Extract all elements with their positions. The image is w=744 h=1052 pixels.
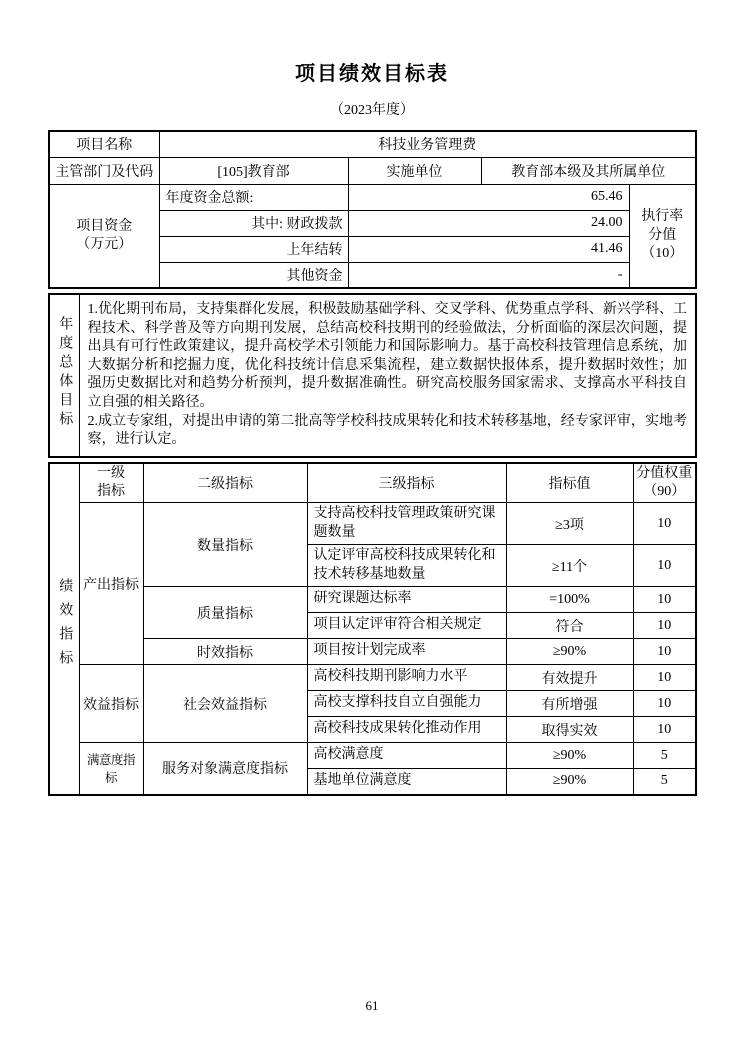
indicator-value: ≥90% [506,743,633,769]
indicator-value: 取得实效 [506,717,633,743]
project-funds-label: 项目资金 （万元） [49,184,159,288]
indicator-name: 项目按计划完成率 [307,639,506,665]
goal-item-1: 1.优化期刊布局，支持集群化发展，积极鼓励基础学科、交叉学科、优势重点学科、新兴学科、工程技术、科学普及等方向期刊发展，总结高校科技期刊的经验做法，分析面临的深层次问题，提出具有可行性政策建议，提升高校学术引领能力和国际影响力。基于高校科技管理信息系统，加大数据分析和挖掘力度，优化科技统计信息采集流程，建立数据快报体系，提升数据时效性；加强历史数据比对和趋势分析预判，提升数据准确性。研究高校服务国家需求、支撑高水平科技自立自强的相关路径。 [87,302,687,410]
execution-rate-score-label: 执行率 分值 （10） [629,184,696,288]
fund-row-label: 上年结转 [159,236,348,262]
indicator-weight: 5 [633,743,696,769]
performance-side-label-text: 绩效指标 [57,578,73,675]
indicator-value: 有效提升 [506,665,633,691]
fund-row-value: - [348,262,629,288]
page-subtitle: （2023年度） [330,103,414,118]
indicator-name: 项目认定评审符合相关规定 [307,613,506,639]
impl-unit-value: 教育部本级及其所属单位 [481,157,696,184]
indicator-weight: 5 [633,769,696,795]
impl-unit-label: 实施单位 [348,157,481,184]
indicator-name: 高校科技成果转化推动作用 [307,717,506,743]
level1-benefit: 效益指标 [79,665,143,743]
indicator-name: 研究课题达标率 [307,587,506,613]
indicator-value: =100% [506,587,633,613]
annual-goal-content [79,294,696,457]
annual-goal-table [48,293,697,458]
fund-row-label: 年度资金总额: [159,184,348,210]
level2-social-benefit: 社会效益指标 [143,665,307,743]
level2-timeliness: 时效指标 [143,639,307,665]
indicator-weight: 10 [633,503,696,545]
project-name-label: 项目名称 [49,131,159,157]
indicator-value: ≥11个 [506,545,633,587]
header-indicator-value: 指标值 [506,463,633,503]
indicator-name: 高校支撑科技自立自强能力 [307,691,506,717]
header-level1: 一级 指标 [79,463,143,503]
indicator-value: 符合 [506,613,633,639]
annual-goal-side-label [49,294,79,457]
annual-goal-side-label-text: 年度总体目标 [57,315,73,430]
indicator-weight: 10 [633,639,696,665]
dept-label: 主管部门及代码 [49,157,159,184]
indicator-name: 基地单位满意度 [307,769,506,795]
fund-row-value: 41.46 [348,236,629,262]
header-level3: 三级指标 [307,463,506,503]
level2-quality: 质量指标 [143,587,307,639]
indicator-value: 有所增强 [506,691,633,717]
indicator-weight: 10 [633,691,696,717]
indicator-name: 认定评审高校科技成果转化和技术转移基地数量 [307,545,506,587]
page-title: 项目绩效目标表 [295,63,449,85]
project-info-table [48,130,697,289]
page-number: 61 [365,998,379,1013]
header-level2: 二级指标 [143,463,307,503]
indicator-value: ≥90% [506,639,633,665]
indicator-name: 高校满意度 [307,743,506,769]
project-name-value: 科技业务管理费 [159,131,696,157]
indicator-weight: 10 [633,717,696,743]
level2-service-satisfaction: 服务对象满意度指标 [143,743,307,795]
level2-quantity: 数量指标 [143,503,307,587]
header-weight: 分值权重 （90） [633,463,696,503]
indicator-name: 高校科技期刊影响力水平 [307,665,506,691]
indicator-weight: 10 [633,613,696,639]
indicator-weight: 10 [633,545,696,587]
indicator-weight: 10 [633,665,696,691]
goal-item-2: 2.成立专家组，对提出申请的第二批高等学校科技成果转化和技术转移基地，经专家评审，实地考察，进行认定。 [87,413,687,448]
performance-indicators-table [48,462,697,796]
level1-satisfaction: 满意度指标 [79,743,143,795]
fund-row-value: 65.46 [348,184,629,210]
dept-code-value: [105]教育部 [159,157,348,184]
level1-output: 产出指标 [79,503,143,665]
indicator-weight: 10 [633,587,696,613]
performance-side-label [49,463,79,795]
fund-row-label: 其中: 财政拨款 [159,210,348,236]
indicator-value: ≥90% [506,769,633,795]
fund-row-value: 24.00 [348,210,629,236]
fund-row-label: 其他资金 [159,262,348,288]
indicator-name: 支持高校科技管理政策研究课题数量 [307,503,506,545]
indicator-value: ≥3项 [506,503,633,545]
